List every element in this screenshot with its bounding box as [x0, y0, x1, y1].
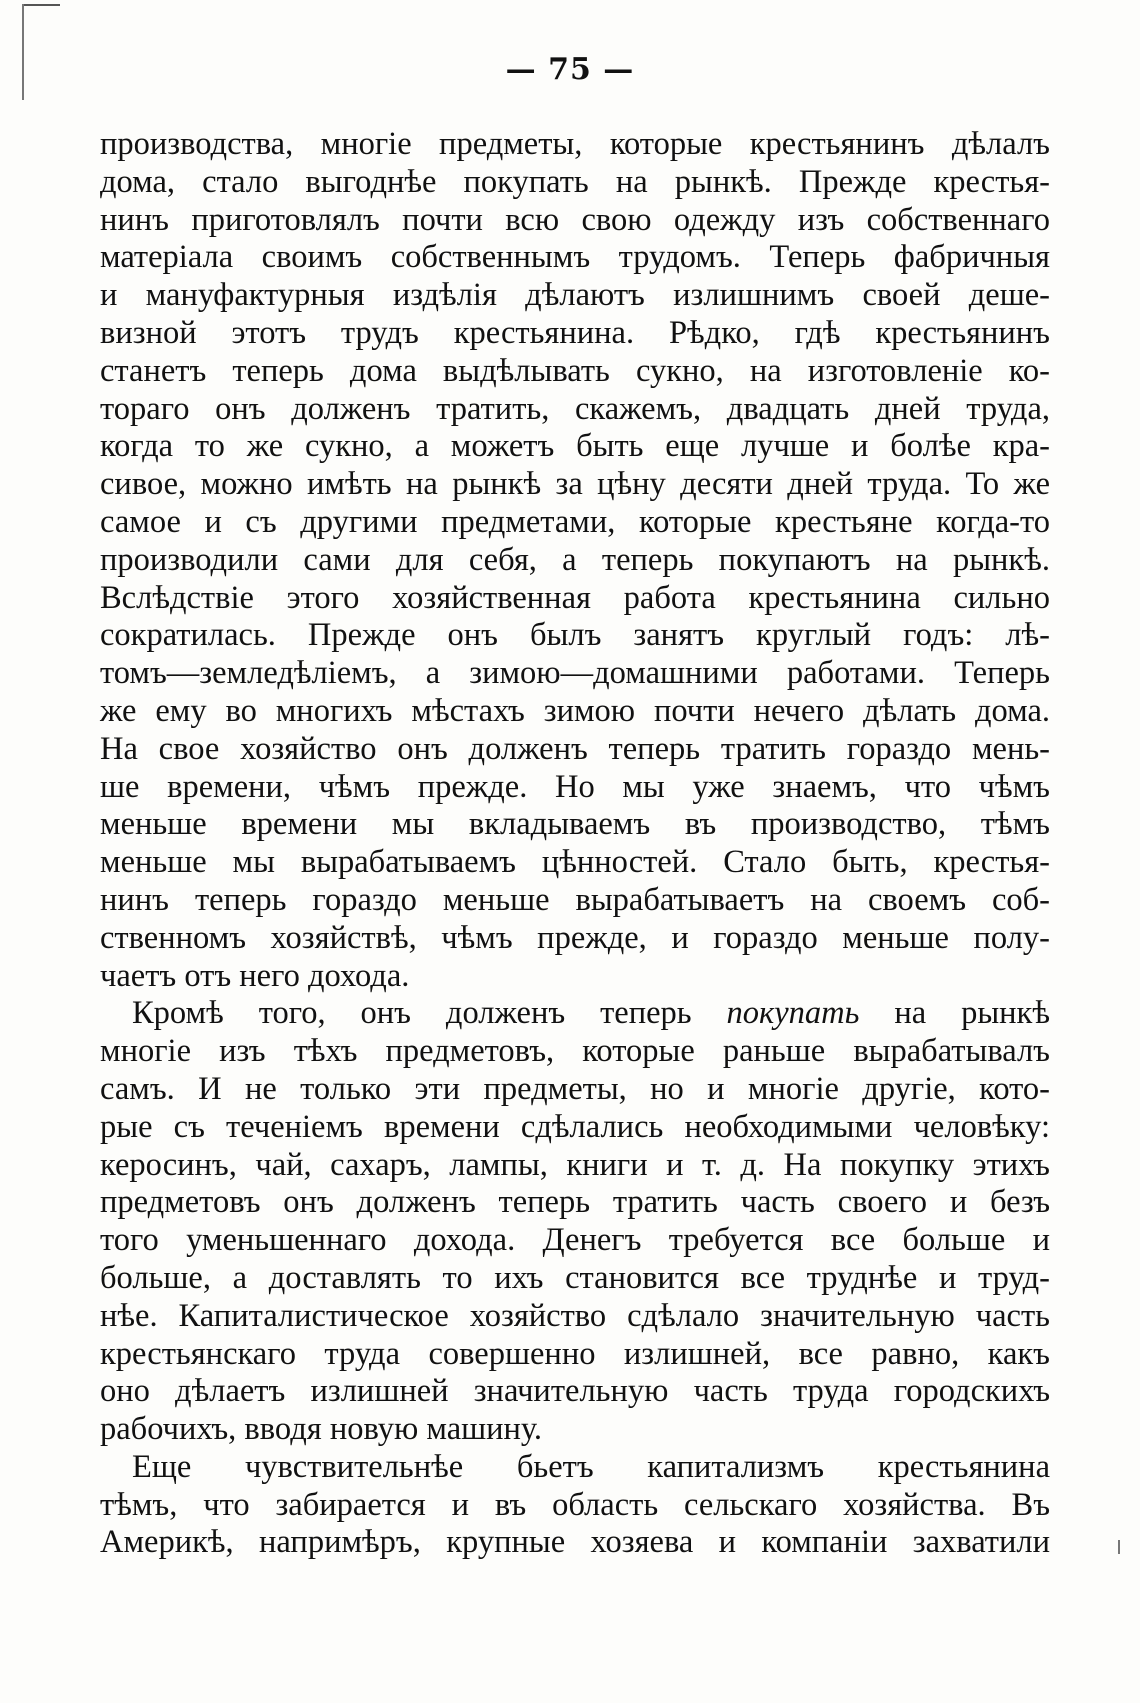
text-line: На свое хозяйство онъ долженъ теперь тратить гораздо мень-	[100, 730, 1050, 767]
text-line: визной этотъ трудъ крестьянина. Рѣдко, гдѣ крестьянинъ	[100, 314, 1050, 351]
text-line: сократилась. Прежде онъ былъ занятъ круглый годъ: лѣ-	[100, 617, 1050, 654]
text-line: больше, а доставлять то ихъ становится все труднѣе и труд-	[100, 1259, 1050, 1296]
text-line: нинъ приготовлялъ почти всю свою одежду изъ собственнаго	[100, 201, 1050, 238]
text-line: рые съ теченіемъ времени сдѣлались необходимыми человѣку:	[100, 1108, 1050, 1145]
text-line: станетъ теперь дома выдѣлывать сукно, на изготовленіе ко-	[100, 352, 1050, 389]
text-line: производили сами для себя, а теперь покупаютъ на рынкѣ.	[100, 541, 1050, 578]
text-line: того уменьшеннаго дохода. Денегъ требуется все больше и	[100, 1222, 1050, 1259]
text-line: сивое, можно имѣть на рынкѣ за цѣну десяти дней труда. То же	[100, 466, 1050, 503]
paragraph-2	[100, 995, 1050, 1449]
text-line: тораго онъ долженъ тратить, скажемъ, двадцать дней труда,	[100, 390, 1050, 427]
text-line: ше времени, чѣмъ прежде. Но мы уже знаемъ, что чѣмъ	[100, 768, 1050, 805]
text-line: томъ—земледѣліемъ, а зимою—домашними работами. Теперь	[100, 655, 1050, 692]
text-line: Вслѣдствіе этого хозяйственная работа крестьянина сильно	[100, 579, 1050, 616]
text-line: предметовъ онъ долженъ теперь тратить часть своего и безъ	[100, 1184, 1050, 1221]
text-line: меньше мы вырабатываемъ цѣнностей. Стало быть, крестья-	[100, 844, 1050, 881]
text-run: на рынкѣ	[859, 995, 1050, 1032]
text-line: Америкѣ, напримѣръ, крупные хозяева и компаніи захватили	[100, 1524, 1050, 1561]
italic-word: покупать	[726, 995, 860, 1032]
text-line: производства, многіе предметы, которые крестьянинъ дѣлалъ	[100, 126, 1050, 162]
text-line: крестьянскаго труда совершенно излишней, все равно, какъ	[100, 1335, 1050, 1372]
text-line: самъ. И не только эти предметы, но и многіе другіе, кото-	[100, 1070, 1050, 1107]
text-line: матеріала своимъ собственнымъ трудомъ. Теперь фабричныя	[100, 239, 1050, 276]
text-body	[100, 126, 1050, 1562]
page-number: — 75 —	[505, 52, 635, 87]
text-line: тѣмъ, что забирается и въ область сельскаго хозяйства. Въ	[100, 1486, 1050, 1523]
text-line: чаетъ отъ него дохода.	[100, 957, 410, 994]
text-line: самое и съ другими предметами, которые крестьяне когда-то	[100, 503, 1050, 540]
paragraph-1	[100, 126, 1050, 995]
text-line	[100, 995, 1050, 1033]
text-line: и мануфактурныя издѣлія дѣлаютъ излишнимъ своей деше-	[100, 277, 1050, 314]
text-line: многіе изъ тѣхъ предметовъ, которые раньше вырабатывалъ	[100, 1033, 1050, 1070]
edge-tick-mark	[1118, 1540, 1120, 1554]
text-line: нинъ теперь гораздо меньше вырабатываетъ на своемъ соб-	[100, 881, 1050, 918]
text-line: когда то же сукно, а можетъ быть еще лучше и болѣе кра-	[100, 428, 1050, 465]
text-run: Кромѣ того, онъ долженъ теперь	[132, 995, 727, 1032]
text-line: меньше времени мы вкладываемъ въ производство, тѣмъ	[100, 806, 1050, 843]
text-line: нѣе. Капиталистическое хозяйство сдѣлало значительную часть	[100, 1297, 1050, 1334]
paragraph-3	[100, 1449, 1050, 1562]
text-line: керосинъ, чай, сахаръ, лампы, книги и т. д. На покупку этихъ	[100, 1146, 1050, 1183]
text-line: дома, стало выгоднѣе покупать на рынкѣ. Прежде крестья-	[100, 163, 1050, 200]
corner-rule-horizontal	[22, 4, 60, 6]
text-line: оно дѣлаетъ излишней значительную часть труда городскихъ	[100, 1373, 1050, 1410]
text-line: Еще чувствительнѣе бьетъ капитализмъ крестьянина	[132, 1448, 1050, 1485]
text-line: же ему во многихъ мѣстахъ зимою почти нечего дѣлать дома.	[100, 692, 1050, 729]
text-line: ственномъ хозяйствѣ, чѣмъ прежде, и гораздо меньше полу-	[100, 919, 1050, 956]
text-line: рабочихъ, вводя новую машину.	[100, 1411, 543, 1448]
